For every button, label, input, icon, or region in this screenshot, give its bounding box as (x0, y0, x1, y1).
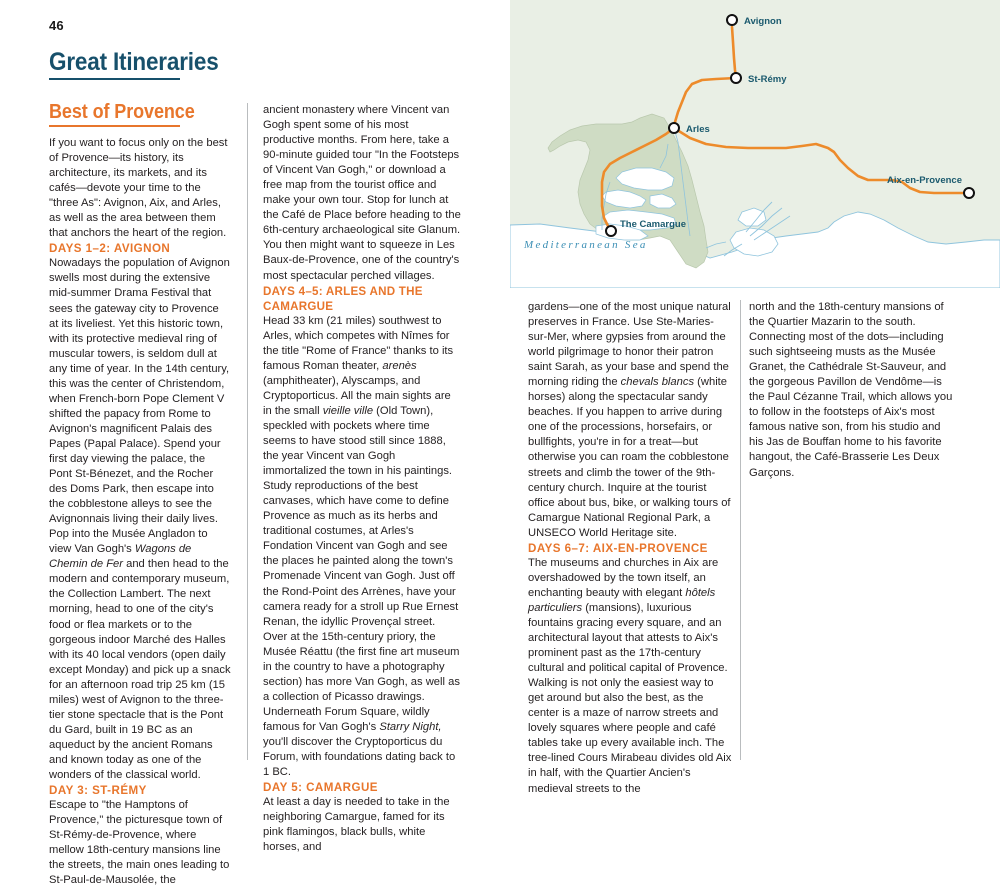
paragraph-days-1-2 (49, 256, 231, 783)
paragraph-days-6-7 (528, 556, 732, 797)
italic-starry-night: Starry Night, (379, 720, 442, 733)
column-divider-1 (247, 103, 248, 760)
heading-days-6-7: DAYS 6–7: AIX-EN-PROVENCE (528, 541, 708, 555)
days-4-5-text-a: Head 33 km (21 miles) southwest to Arles, which competes with Nîmes for the title "Rome of France" thanks to its famous Roman theater, (263, 314, 454, 372)
subsection-title-underline (49, 125, 180, 127)
days-6-7-text-a: The museums and churches in Aix are overshadowed by the town itself, an enchanting beauty with elegant (528, 556, 719, 599)
page-title: Great Itineraries (49, 48, 219, 76)
days-1-2-text-a: Nowadays the population of Avignon swells most during the extensive mid-summer Drama Festival that sees the gateway city to Provence at its liveliest. Yet this historic town, with its protective medieval ring of muscular towers, is seldom dull at any time of year. In the 14th century, this was the center of Christendom, when French-born Pope Clement V shifted the papacy from Rome to Avignon's magnificent Palais des Papes (Papal Palace). Spend your first day viewing the palace, the Pont St-Bénezet, and the Rocher des Doms Park, then escape into the cobblestone alleys to see the Avignonnais living their daily lives. Pop into the Musée Angladon to view Van Gogh's (49, 257, 230, 556)
days-4-5-text-d: you'll discover the Cryptoporticus du Forum, with foundations dating back to 1 BC. (263, 735, 456, 779)
svg-text:Avignon: Avignon (744, 16, 782, 27)
italic-vieille-ville: vieille ville (322, 404, 374, 417)
heading-day-5: DAY 5: CAMARGUE (263, 781, 378, 795)
day-5-cont-text-a: gardens—one of the most unique natural preserves in France. Use Ste-Maries-sur-Mer, where gypsies from around the world pilgrimage to honor their patron saint Sarah, as your base and spend the morning riding the (528, 301, 731, 389)
provence-map[interactable] (510, 0, 1000, 288)
day-5-cont-text-b: (white horses) along the spectacular sandy beaches. If you happen to arrive during one of the processions, horsefairs, or bullfights, you're in for a treat—but otherwise you can roam the cobblestone streets and climb the tower of the 9th-century church. Inquire at the tourist office about bus, bike, or walking tours of Camargue National Regional Park, a UNSECO World Heritage site. (528, 376, 731, 539)
text-column-1 (49, 136, 231, 888)
heading-day-3: DAY 3: ST-RÉMY (49, 784, 147, 798)
heading-days-1-2: DAYS 1–2: AVIGNON (49, 242, 171, 256)
days-6-7-text-b: (mansions), luxurious fountains gracing every square, and an architectural layout that attests to Aix's prominent past as the 17th-century cultural and political capital of Provence. Walking is not only the easiest way to get around but also the best, as the center is a maze of narrow streets and lovely squares where people and café tables take up every available inch. The tree-lined Cours Mirabeau divides old Aix in half, with the Quartier Ancien's medieval streets to the (528, 601, 732, 795)
map-canvas (510, 0, 1000, 288)
marker-arles (669, 123, 710, 135)
italic-wagons-de-chemin-de-fer: Wagons de Chemin de Fer (49, 543, 192, 571)
paragraph-days-6-7-continued: north and the 18th-century mansions of the Quartier Mazarin to the south. Connecting most of the dots—including such sightseeing musts as the Musée Granet, the Cathédrale St-Sauveur, and the gorgeous Pavillon de Vendôme—is the Paul Cézanne Trail, which allows you to follow in the footsteps of Aix's most famous native son, from his studio and his Jas de Bouffan home to his favorite hangout, the Café-Brasserie Les Deux Garçons. (749, 301, 953, 479)
column-divider-2 (740, 300, 741, 760)
italic-arenes: arenès (382, 359, 417, 372)
svg-text:St-Rémy: St-Rémy (748, 74, 787, 85)
paragraph-day-5: At least a day is needed to take in the neighboring Camargue, famed for its pink flamingos, black bulls, white horses, and (263, 796, 450, 854)
page-number: 46 (49, 18, 64, 33)
paragraph-day-3-continued: ancient monastery where Vincent van Gogh spent some of his most productive months. From here, take a 90-minute guided tour "In the Footsteps of Vincent Van Gogh," or download a free map from the tourist office and make your own tour. Stop for lunch at the Café de Place before heading to the 6th-century archaeological site Glanum. You then might want to squeeze in Les Baux-de-Provence, one of the country's most spectacular perched villages. (263, 104, 461, 282)
subsection-title: Best of Provence (49, 101, 195, 123)
mediterranean-sea-label: Mediterranean Sea (524, 239, 648, 251)
text-column-3 (528, 300, 732, 797)
svg-text:Arles: Arles (686, 124, 710, 135)
page-title-underline (49, 78, 180, 80)
days-1-2-text-b: and then head to the modern and contemporary museum, the Collection Lambert. The next morning, head to one of the city's food or flea markets or to the gorgeous indoor Marché des Halles with its 40 local vendors (open daily except Monday) and pick up a snack for an afternoon road trip 25 km (15 miles) west of Avignon to the three-tier stone spectacle that is the Pont du Gard, built in 19 BC as an aqueduct by the ancient Romans and known today as one of the wonders of the classical world. (49, 558, 231, 781)
italic-hotels-particuliers: hôtels particuliers (528, 586, 716, 614)
days-4-5-text-b: (amphitheater), Alyscamps, and Cryptoporticus. All the main sights are in the small (263, 374, 451, 417)
paragraph-day-3: Escape to "the Hamptons of Provence," the picturesque town of St-Rémy-de-Provence, where mellow 18th-century mansions line the streets, the main ones leading to St-Paul-de-Mausolée, the (49, 799, 230, 887)
days-4-5-text-c: (Old Town), speckled with pockets where time seems to have stood still since 1888, the year Vincent van Gogh immortalized the town in his paintings. Study reproductions of the best canvases, which have come to define Provence as much as its herbs and traditional costumes, at Arles's Fondation Vincent van Gogh and see the places he painted along the town's Promenade Vincent van Gogh. Just off the Rond-Point des Arrènes, have your camera ready for a stroll up Rue Ernest Renan, the idyllic Provençal street. Over at the 15th-century priory, the Musée Réattu (the first fine art museum in the country to have a photography section) has more Van Gogh, as well as a collection of Picasso drawings. Underneath Forum Square, wildly famous for Van Gogh's (263, 404, 460, 733)
italic-chevals-blancs: chevals blancs (620, 376, 695, 389)
heading-days-4-5: DAYS 4–5: ARLES AND THE CAMARGUE (263, 284, 423, 313)
svg-text:The Camargue: The Camargue (620, 219, 686, 230)
paragraph-days-4-5 (263, 314, 461, 780)
svg-text:Aix-en-Provence: Aix-en-Provence (887, 175, 962, 186)
text-column-2 (263, 103, 461, 855)
paragraph-day-5-continued (528, 300, 732, 541)
text-column-4 (749, 300, 953, 481)
intro-paragraph: If you want to focus only on the best of Provence—its history, its architecture, its markets, and its cafés—devote your time to the "three As": Avignon, Aix, and Arles, as well as the area between them that anchors the heart of the region. (49, 137, 228, 240)
